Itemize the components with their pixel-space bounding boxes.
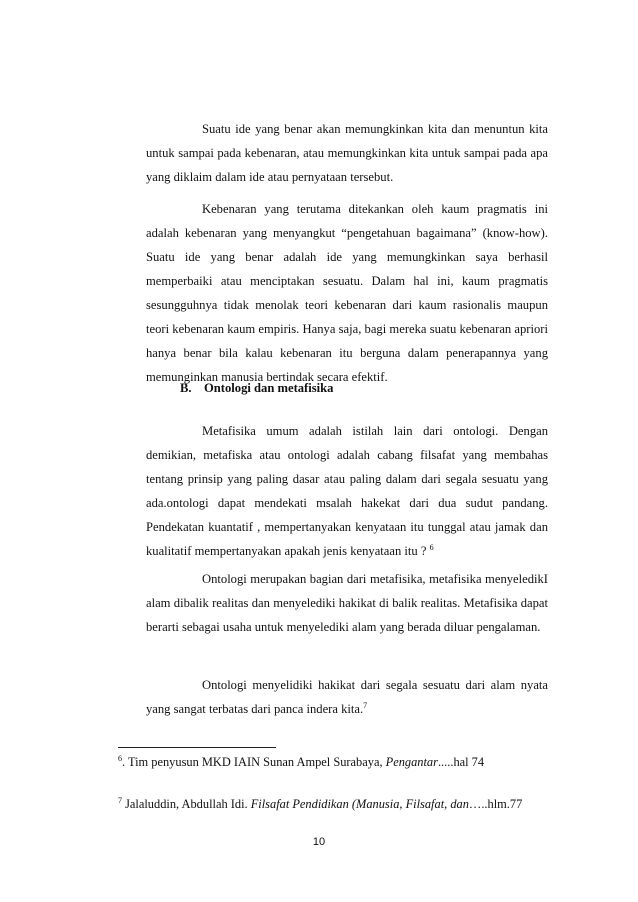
paragraph-5-text: Ontologi menyelidiki hakikat dari segala sesuatu dari alam nyata yang sangat terbatas dari panca indera kita.	[146, 678, 548, 716]
footnote-title: Filsafat Pendidikan (Manusia, Filsafat, dan	[250, 797, 469, 811]
section-label: B.	[180, 381, 192, 395]
paragraph-3	[146, 419, 548, 563]
paragraph-1-text: Suatu ide yang benar akan memungkinkan kita dan menuntun kita untuk sampai pada kebenaran, atau memungkinkan kita untuk sampai pada apa yang diklaim dalam ide atau pernyataan tersebut.	[146, 122, 548, 184]
paragraph-4	[146, 567, 548, 639]
footnote-7	[118, 796, 522, 812]
footnote-number: 7	[118, 795, 122, 805]
paragraph-2	[146, 197, 548, 389]
footnote-text: . Tim penyusun MKD IAIN Sunan Ampel Surabaya,	[122, 755, 386, 769]
footnote-title: Pengantar	[385, 755, 438, 769]
paragraph-2-text: Kebenaran yang terutama ditekankan oleh kaum pragmatis ini adalah kebenaran yang menyangkut “pengetahuan bagaimana” (know-how). Suatu ide yang benar adalah ide yang memungkinkan saya berhasil memperbaiki atau menciptakan sesuatu. Dalam hal ini, kaum pragmatis sesungguhnya tidak menolak teori kebenaran dari kaum rasionalis maupun teori kebenaran kaum empiris. Hanya saja, bagi mereka suatu kebenaran apriori hanya benar bila kalau kebenaran itu berguna dalam penerapannya yang memunginkan manusia bertindak secara efektif.	[146, 202, 548, 384]
footnote-ref-7[interactable]: 7	[363, 700, 368, 710]
footnote-6	[118, 754, 484, 770]
footnote-text: Jalaluddin, Abdullah Idi.	[122, 797, 251, 811]
paragraph-5	[146, 673, 548, 721]
footnote-page: …..hlm.77	[468, 797, 523, 811]
section-heading	[180, 381, 333, 396]
footnote-number: 6	[118, 753, 122, 763]
footnote-page: .....hal 74	[437, 755, 485, 769]
page-number: 10	[312, 836, 326, 848]
paragraph-3-text: Metafisika umum adalah istilah lain dari ontologi. Dengan demikian, metafiska atau ontologi adalah cabang filsafat yang membahas tentang prinsip yang paling dasar atau paling dalam dari segala sesuatu yang ada.ontologi dapat mendekati msalah hakekat dari dua sudut pandang. Pendekatan kuantatif , mempertanyakan kenyataan itu tunggal atau jamak dan kualitatif mempertanyakan apakah jenis kenyataan itu ?	[146, 424, 548, 558]
section-title: Ontologi dan metafisika	[204, 381, 334, 395]
paragraph-4-text: Ontologi merupakan bagian dari metafisika, metafisika menyeledikI alam dibalik realitas dan menyelediki hakikat di balik realitas. Metafisika dapat berarti sebagai usaha untuk menyelediki alam yang berada diluar pengalaman.	[146, 572, 548, 634]
footnote-ref-6[interactable]: 6	[429, 542, 434, 552]
paragraph-1	[146, 117, 548, 189]
footnote-separator	[118, 747, 276, 748]
